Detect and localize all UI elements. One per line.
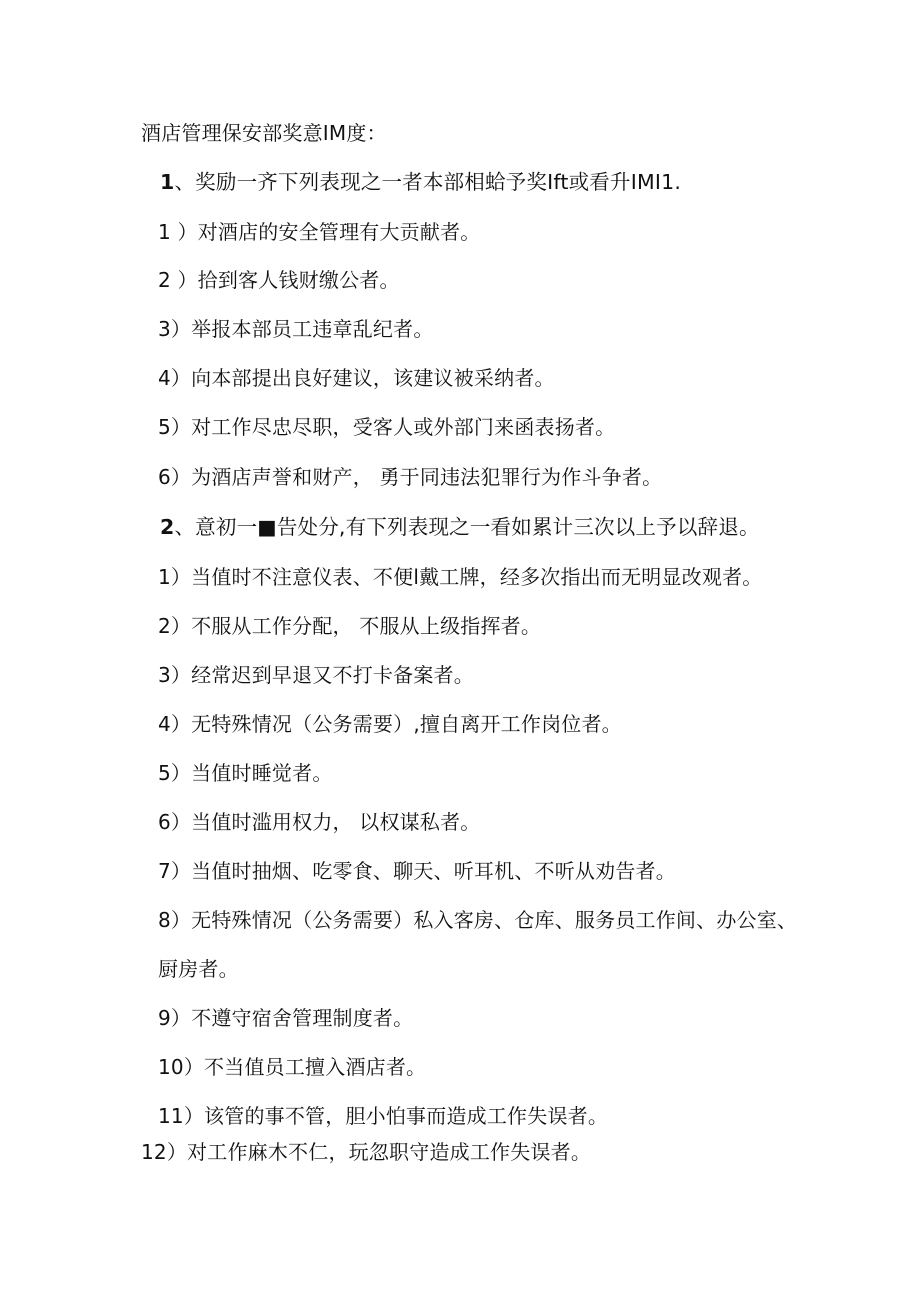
penalty-item-5: 5）当值时睡觉者。 [158,761,333,785]
penalty-item-7: 7）当值时抽烟、吃零食、聊天、听耳机、不听从劝告者。 [158,859,676,883]
penalty-item-2: 2）不服从工作分配， 不服从上级指挥者。 [158,614,542,638]
section-1-heading-text: 、奖励一齐下列表现之一者本部相蛤予奖Ift或看升IMI1. [174,170,682,194]
section-1-number: 1 [160,170,175,194]
penalty-item-3: 3）经常迟到早退又不打卡备案者。 [158,663,474,687]
reward-item-4: 4）向本部提出良好建议，该建议被采纳者。 [158,366,555,390]
section-2-heading-text: 、意初一■告处分,有下列表现之一看如累计三次以上予以辞退。 [174,515,760,539]
penalty-item-12: 12）对工作麻木不仁，玩忽职守造成工作失误者。 [141,1140,592,1164]
penalty-item-6: 6）当值时滥用权力， 以权谋私者。 [158,810,481,834]
reward-item-2: 2 ）拾到客人钱财缴公者。 [158,268,400,292]
document-title: 酒店管理保安部奖意IM度： [141,121,387,145]
reward-item-1: 1 ）对酒店的安全管理有大贡献者。 [158,220,481,244]
reward-item-5: 5）对工作尽忠尽职，受客人或外部门来函表扬者。 [158,415,616,439]
reward-item-6: 6）为酒店声誉和财产， 勇于同违法犯罪行为作斗争者。 [158,465,663,489]
section-2-number: 2 [160,515,175,539]
penalty-item-9: 9）不遵守宿舍管理制度者。 [158,1006,414,1030]
penalty-item-1: 1）当值时不注意仪表、不便l戴工牌，经多次指出而无明显改观者。 [158,565,763,589]
penalty-item-4: 4）无特殊情况（公务需要）,擅自离开工作岗位者。 [158,712,622,736]
reward-item-3: 3）举报本部员工违章乱纪者。 [158,317,434,341]
section-2-heading [160,513,760,541]
section-1-heading [160,168,681,196]
penalty-item-8: 8）无特殊情况（公务需要）私入客房、仓库、服务员工作间、办公室、 [158,908,798,932]
penalty-item-10: 10）不当值员工擅入酒店者。 [158,1055,427,1079]
penalty-item-11: 11）该管的事不管，胆小怕事而造成工作失误者。 [158,1104,609,1128]
penalty-item-8-continued: 厨房者。 [158,957,239,981]
